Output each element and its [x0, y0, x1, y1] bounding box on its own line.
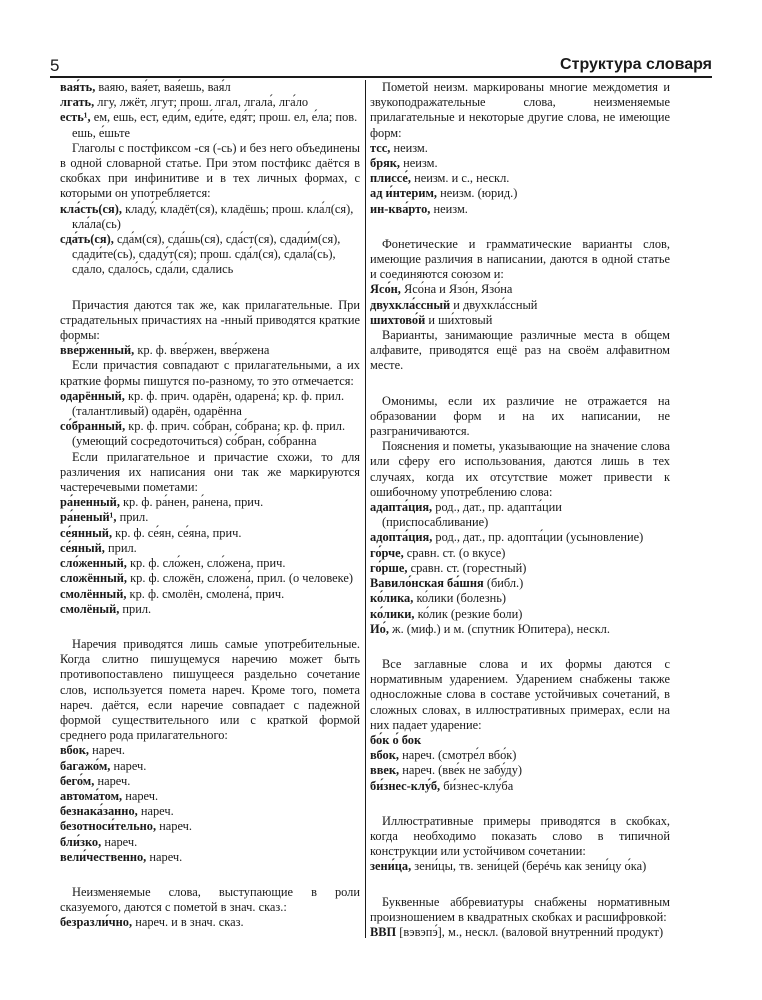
dictionary-entry: ад и́нтерим, неизм. (юрид.) — [370, 186, 518, 201]
paragraph-participles-2: Если причастия совпадают с прилагательными, а их краткие формы пишутся по-разному, то это отмечается: — [60, 358, 360, 388]
dictionary-entry: ВВП [вэвэпэ́], м., нескл. (валовой внутренний продукт) — [370, 924, 664, 939]
dictionary-entry: ра́неный¹, прил. — [60, 510, 149, 525]
dictionary-entry: го́рче, сравн. ст. (о вкусе) — [370, 545, 506, 560]
paragraph-abbreviations: Буквенные аббревиатуры снабжены нормативным произношением в квадратных скобках и расшифровкой: — [370, 894, 670, 924]
dictionary-entry: зени́ца, зени́цы, тв. зени́цей (берéчь как зени́цу о́ка) — [370, 859, 647, 874]
paragraph-variants-2: Варианты, занимающие различные места в общем алфавите, приводятся ещё раз на своём алфавитном месте. — [370, 328, 670, 373]
left-column — [60, 80, 360, 931]
dictionary-entry: бли́зко, нареч. — [60, 834, 138, 849]
dictionary-entry: одарённый, кр. ф. прич. одарён, одарена́; кр. ф. прил. (талантливый) одарён, одарённа — [60, 388, 345, 419]
dictionary-entry: ввек, нареч. (вве́к не забу́ду) — [370, 763, 523, 778]
paragraph-adverbs: Наречия приводятся лишь самые употребительные. Когда слитно пишущемуся наречию может быть противопоставлено пишущееся раздельно сочетание слов, используется помета нареч. Кроме того, помета нареч. даётся, если наречие совпадает с падежной формой существительного или с краткой формой среднего рода прилагательного: — [60, 636, 360, 743]
dictionary-entry: вбок, нареч. — [60, 743, 125, 758]
dictionary-entry: Ио́, ж. (миф.) и м. (спутник Юпитера), нескл. — [370, 621, 610, 636]
dictionary-entry: го́рше, сравн. ст. (горестный) — [370, 560, 527, 575]
dictionary-entry: двухкла́ссный и двухкла́сcный — [370, 297, 538, 312]
dictionary-entry: багажо́м, нареч. — [60, 758, 147, 773]
dictionary-entry: безнака́занно, нареч. — [60, 804, 174, 819]
dictionary-entry: ра́ненный, кр. ф. ра́нен, ра́нена, прич. — [60, 495, 264, 510]
dictionary-entry: бряк, неизм. — [370, 156, 438, 171]
dictionary-entry: сда́ть(ся), сда́м(ся), сда́шь(ся), сда́ст(ся), сдади́м(ся), сдади́те(сь), сдаду́т(ся); прош. сда́л(ся), сдала́(сь), сда́ло, сдало́сь, сда́ли, сда́лись — [60, 232, 341, 277]
header-rule — [50, 76, 712, 78]
paragraph-stress: Все заглавные слова и их формы даются с нормативным ударением. Ударением снабжены также односложные слова в составе устойчивых сочетаний, в сложных словах, в иллюстративных примерах, если на них падает ударение: — [370, 656, 670, 732]
dictionary-entry: вве́рженный, кр. ф. вве́ржен, вве́ржена — [60, 343, 270, 358]
paragraph-participles: Причастия даются так же, как прилагательные. При страдательных причастиях на -нный приводятся краткие формы: — [60, 297, 360, 343]
paragraph-variants: Фонетические и грамматические варианты слов, имеющие различия в написании, даются в одной статье и соединяются союзом и: — [370, 236, 670, 282]
dictionary-entry: смолёный, прил. — [60, 601, 152, 616]
dictionary-entry: ко́лики, ко́лик (резкие боли) — [370, 606, 523, 621]
dictionary-entry: смолённый, кр. ф. смолён, смолена́, прич. — [60, 586, 285, 601]
dictionary-entry: безотноси́тельно, нареч. — [60, 819, 193, 834]
dictionary-entry: вбок, нареч. (смотре́л вбо́к) — [370, 748, 517, 763]
paragraph-participles-3: Если прилагательное и причастие схожи, то для различения их написания они так же маркируются частеречевыми пометами: — [60, 449, 360, 495]
dictionary-entry: автома́том, нареч. — [60, 788, 159, 803]
dictionary-entry: есть¹, ем, ешь, ест, еди́м, еди́те, едя́т; прош. ел, е́ла; пов. ешь, е́шьте — [60, 110, 358, 140]
paragraph-neizm: Пометой неизм. маркированы многие междометия и звукоподражательные слова, неизменяемые прилагательные и некоторые другие слова, не имеющие форм: — [370, 80, 670, 140]
paragraph-homonyms: Омонимы, если их различие не отражается на образовании форм и на их написании, не разграничиваются. — [370, 393, 670, 439]
paragraph-predicative: Неизменяемые слова, выступающие в роли сказуемого, даются с пометой в знач. сказ.: — [60, 884, 360, 915]
dictionary-entry: ко́лика, ко́лики (болезнь) — [370, 591, 507, 606]
column-divider — [365, 80, 366, 938]
dictionary-entry: адопта́ция, род., дат., пр. адопта́ции (усыновление) — [370, 530, 644, 545]
dictionary-entry: бо́к о́ бок — [370, 732, 422, 747]
dictionary-entry: шихтово́й и ши́хтовый — [370, 312, 493, 327]
paragraph-examples: Иллюстративные примеры приводятся в скобках, когда необходимо показать слово в типичной конструкции или устойчивом сочетании: — [370, 813, 670, 859]
dictionary-entry: лгать, лгу, лжёт, лгут; прош. лгал, лгала́, лга́ло — [60, 95, 309, 110]
page-title: Структура словаря — [560, 56, 712, 73]
dictionary-entry: вая́ть, ваяю, вая́ет, вая́ешь, вая́л — [60, 80, 231, 94]
dictionary-entry: вели́чественно, нареч. — [60, 849, 183, 864]
dictionary-entry: плиссе́, неизм. и с., нескл. — [370, 171, 510, 186]
dictionary-entry: кла́сть(ся), кладу́, кладёт(ся), кладёшь; прош. кла́л(ся), кла́ла(сь) — [60, 201, 354, 231]
right-column — [370, 80, 670, 940]
dictionary-entry: со́бранный, кр. ф. прич. со́бран, со́брана; кр. ф. прил. (умеющий сосредоточиться) со́бран, со́бранна — [60, 419, 346, 449]
dictionary-entry: се́янный, кр. ф. се́ян, се́яна, прич. — [60, 525, 242, 540]
page-number: 5 — [50, 56, 60, 75]
dictionary-entry: Вавило́нская ба́шня (библ.) — [370, 576, 524, 591]
dictionary-entry: сло́женный, кр. ф. сло́жен, сло́жена, прич. — [60, 556, 286, 571]
dictionary-entry: се́яный, прил. — [60, 540, 137, 555]
paragraph-notes: Пояснения и пометы, указывающие на значение слова или сферу его использования, даются лишь в тех случаях, когда их отсутствие может привести к ошибочному употреблению слова: — [370, 439, 670, 499]
page-header — [50, 56, 712, 78]
dictionary-entry: безразли́чно, нареч. и в знач. сказ. — [60, 915, 244, 930]
dictionary-entry: тсс, неизм. — [370, 140, 428, 155]
paragraph-postfix: Глаголы с постфиксом -ся (-сь) и без него объединены в одной словарной статье. При этом постфикс даётся в скобках при инфинитиве и в тех личных формах, с которыми он употребляется: — [60, 140, 360, 201]
dictionary-entry: Ясо́н, Ясо́на и Язо́н, Язо́на — [370, 282, 513, 297]
dictionary-entry: би́знес-клу́б, би́знес-клу́ба — [370, 778, 514, 793]
dictionary-entry: адапта́ция, род., дат., пр. адапта́ции (приспосабливание) — [370, 500, 562, 530]
verb-entries — [60, 80, 360, 141]
dictionary-entry: ин-ква́рто, неизм. — [370, 201, 468, 216]
dictionary-entry: бего́м, нареч. — [60, 773, 131, 788]
dictionary-entry: сложённый, кр. ф. сложён, сложена́, прил. (о человеке) — [60, 571, 353, 586]
